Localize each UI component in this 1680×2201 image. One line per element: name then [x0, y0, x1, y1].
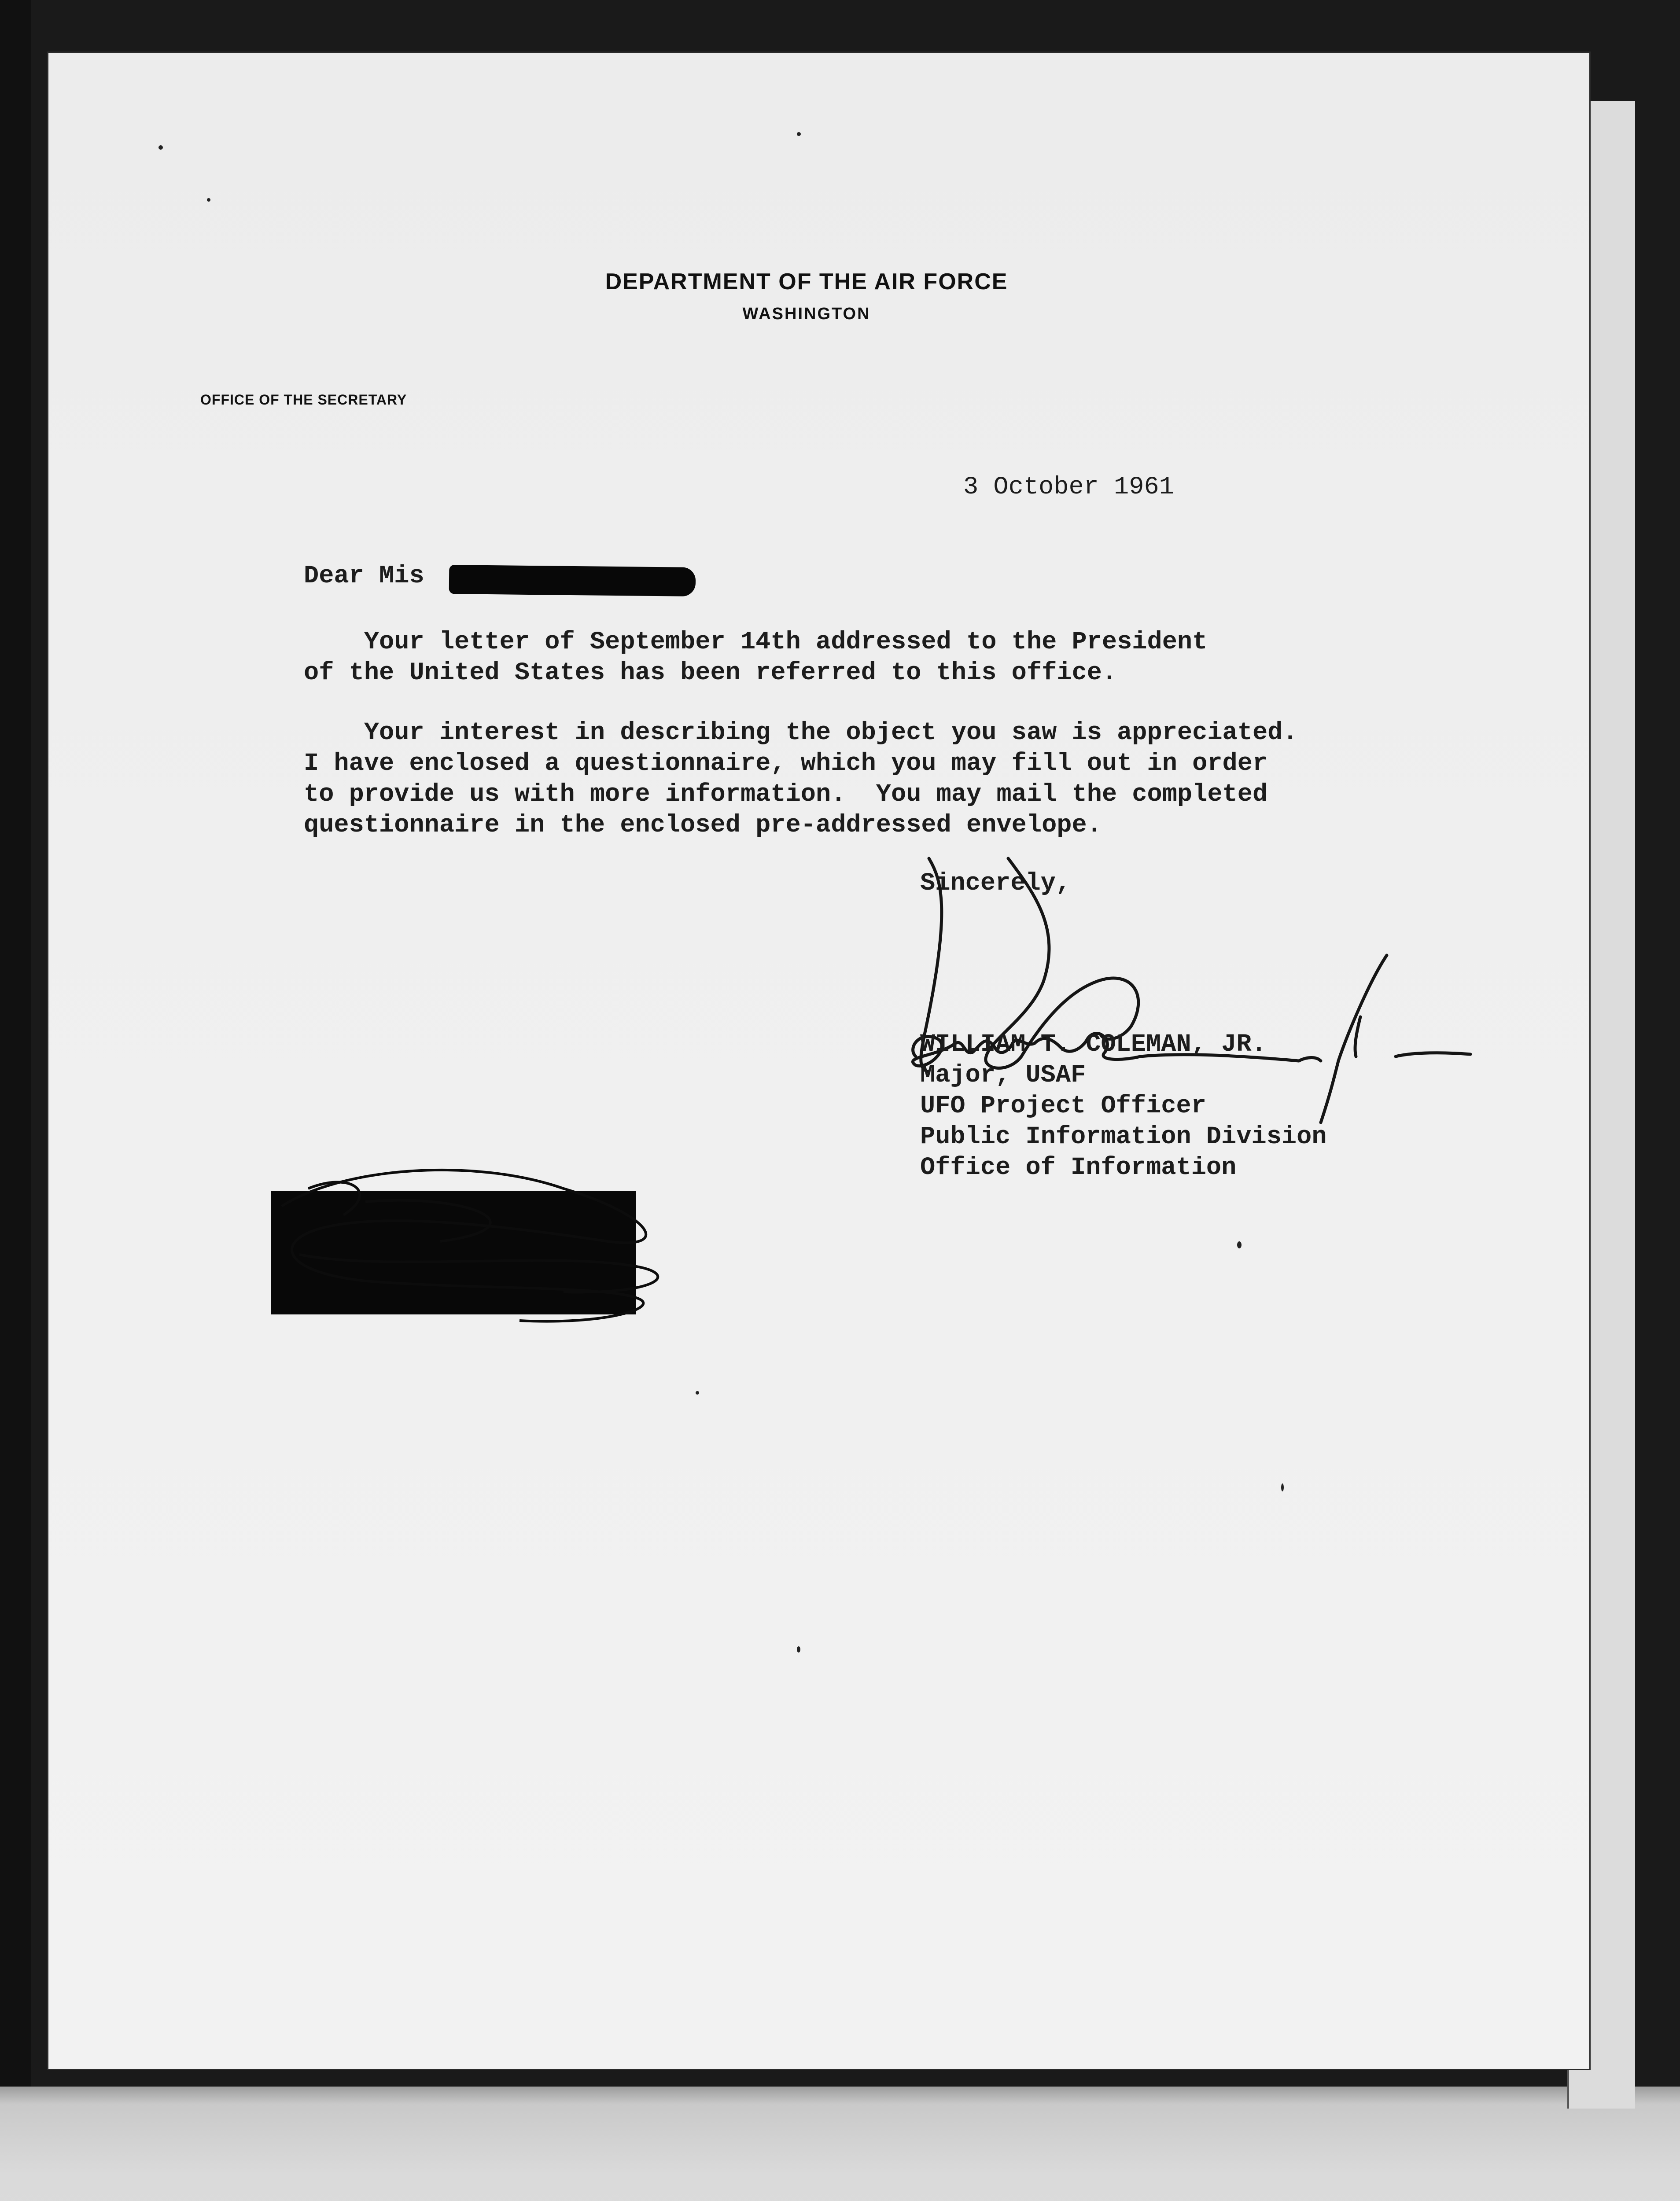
redaction-scribble — [255, 1140, 718, 1360]
signature-block: WILLIAM T. COLEMAN, JR. Major, USAF UFO Project Officer Public Information Division Office of Information — [920, 1031, 1327, 1182]
paper-speck — [797, 132, 801, 136]
paper-speck — [696, 1391, 699, 1395]
scan-edge-shadow — [0, 0, 31, 2201]
salutation: Dear Mis — [304, 562, 424, 590]
closing: Sincerely, — [920, 869, 1071, 898]
letterhead-department: DEPARTMENT OF THE AIR FORCE — [605, 269, 1008, 294]
redacted-recipient-name — [449, 565, 696, 596]
paper-speck — [207, 198, 210, 202]
letter-page — [48, 53, 1589, 2069]
paper-speck — [1237, 1241, 1242, 1248]
letter-date: 3 October 1961 — [963, 473, 1174, 501]
paper-speck — [1281, 1483, 1284, 1491]
paper-speck — [158, 145, 163, 150]
scan-background-strip — [0, 2087, 1680, 2201]
letterhead-city: WASHINGTON — [742, 305, 871, 323]
letterhead-office: OFFICE OF THE SECRETARY — [200, 392, 407, 408]
body-paragraph-2: Your interest in describing the object you saw is appreciated. I have enclosed a questionnaire, which you may fill out in order to provide us with more information. You may mail the completed questionnaire in the enclosed pre-addressed envelope. — [304, 719, 1298, 839]
body-paragraph-1: Your letter of September 14th addressed to the President of the United States has been referred to this office. — [304, 628, 1208, 687]
paper-speck — [797, 1646, 800, 1653]
